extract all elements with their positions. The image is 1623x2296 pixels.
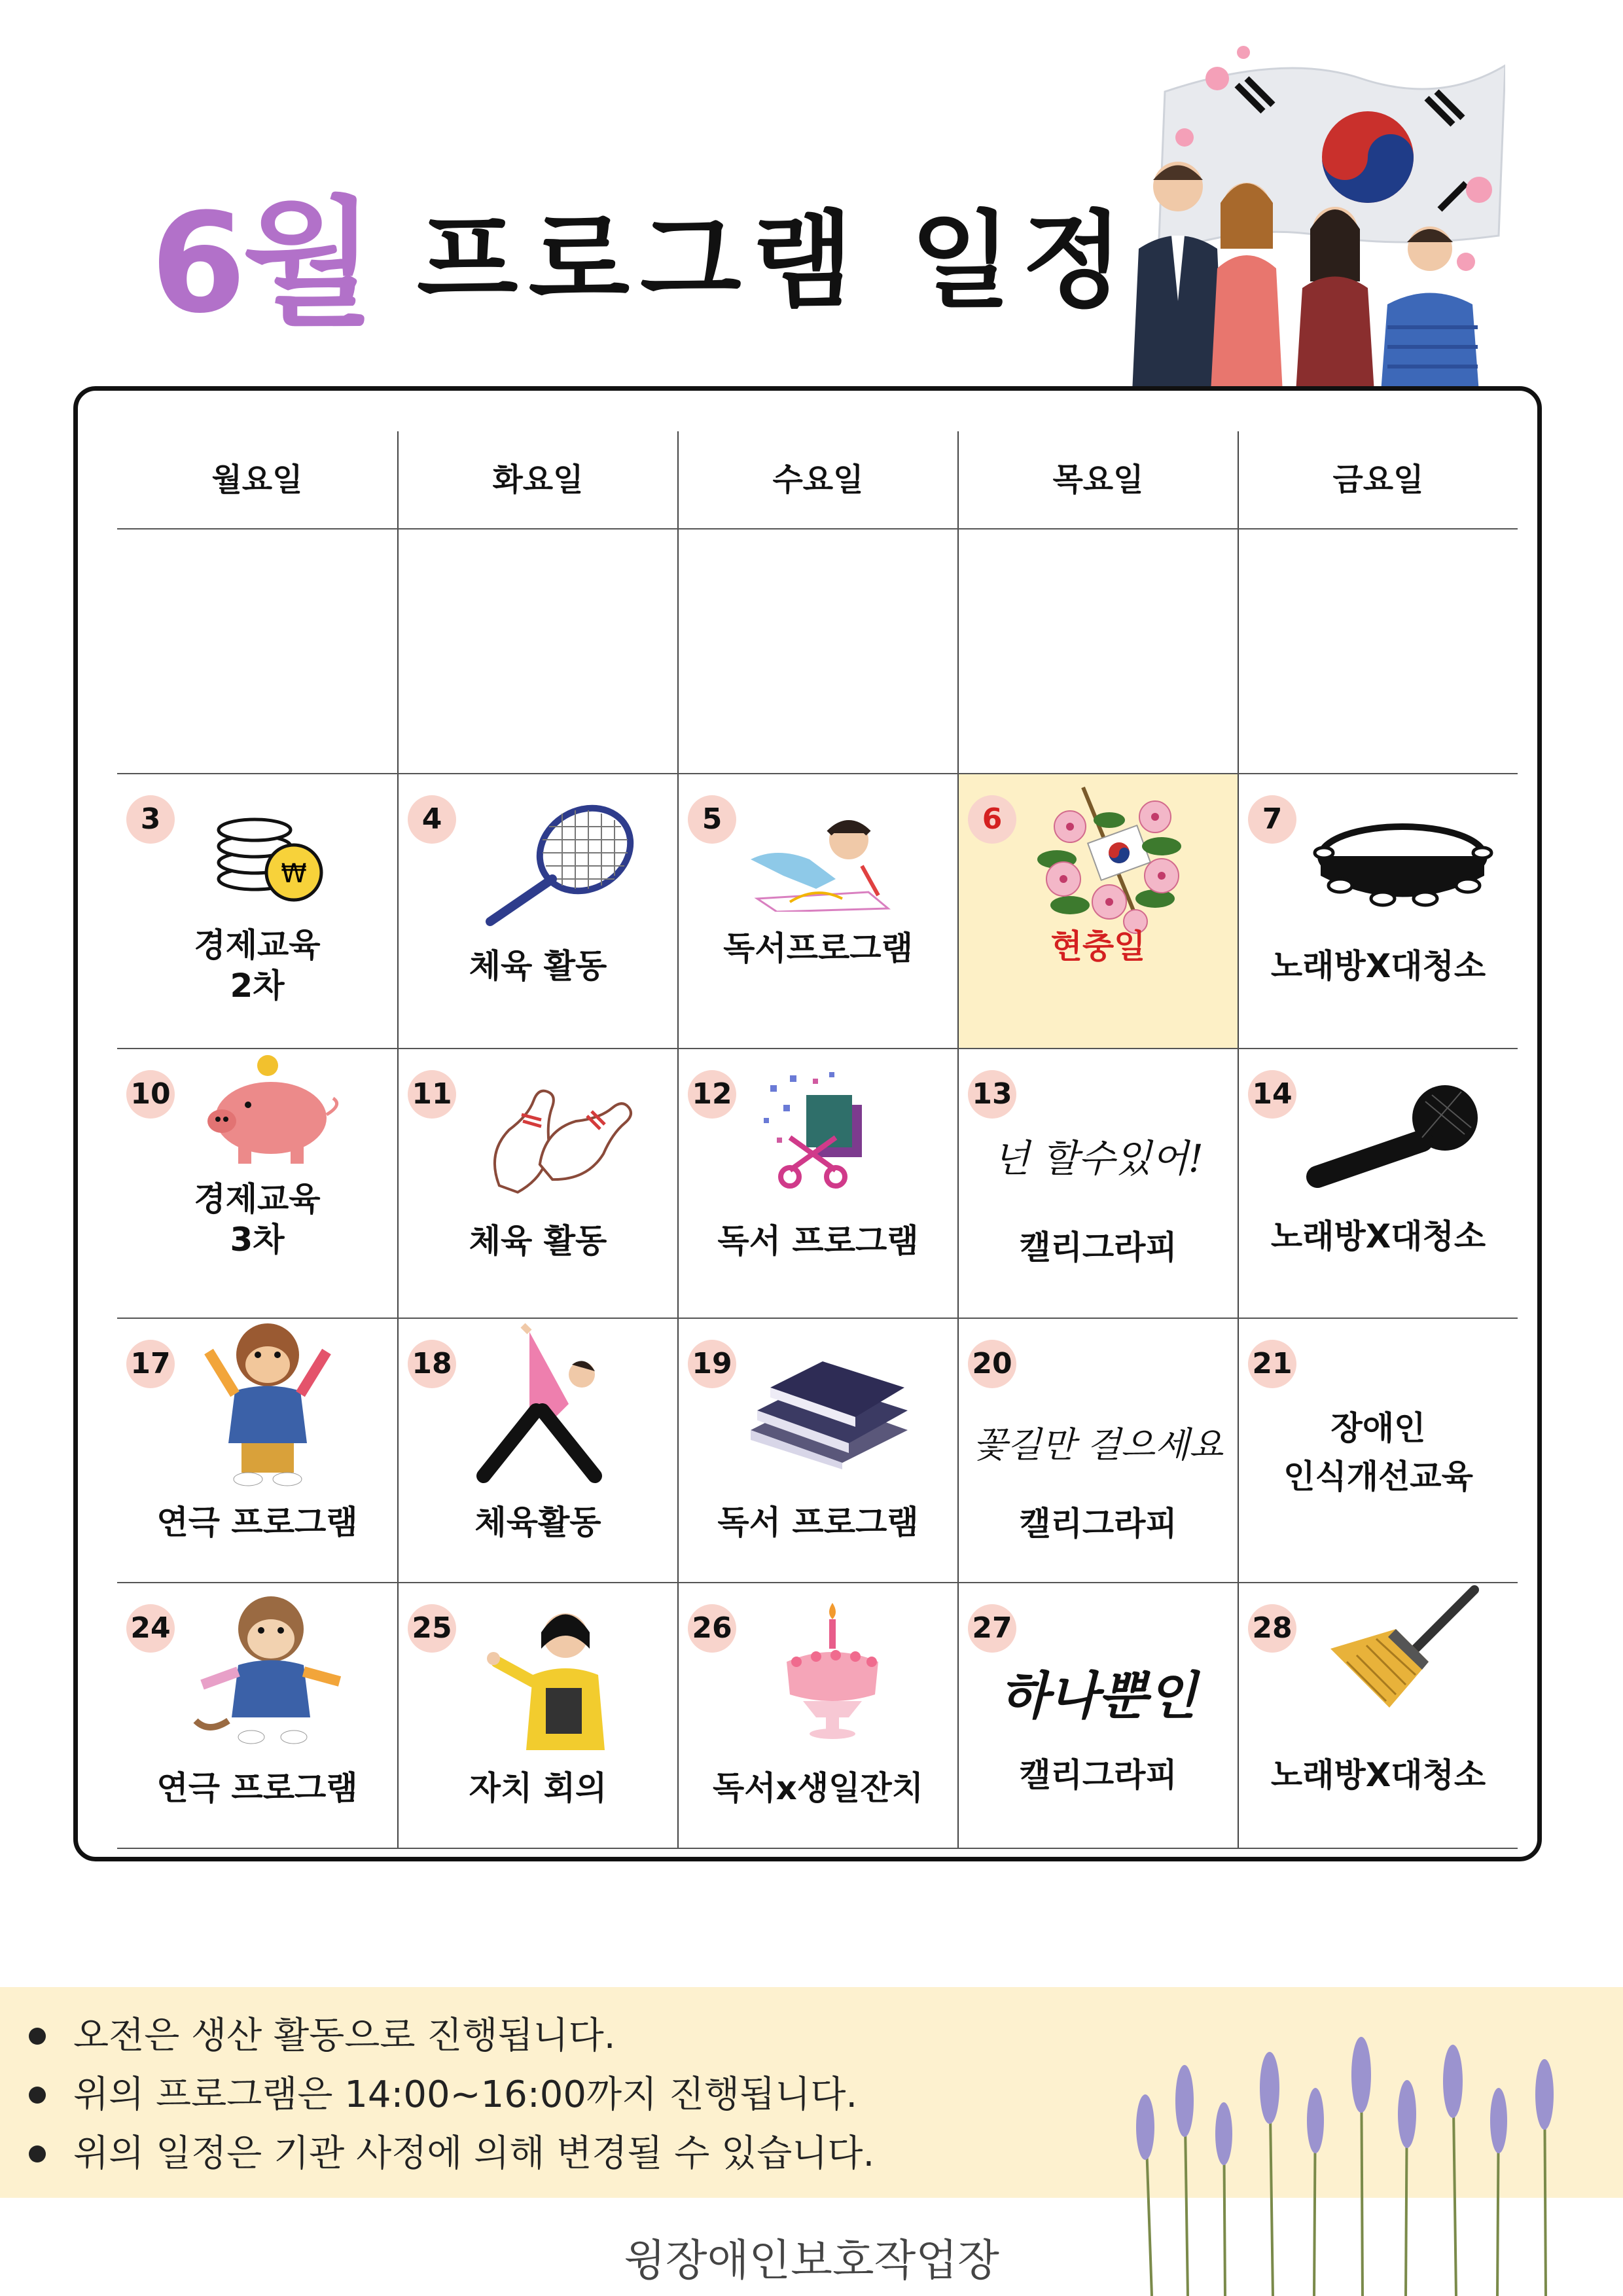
calendar-cell bbox=[117, 1319, 397, 1582]
weekday-friday: 금요일 bbox=[1238, 431, 1518, 528]
bullet-icon bbox=[29, 2028, 46, 2045]
calendar-cell bbox=[397, 1583, 677, 1848]
piggy-bank-icon bbox=[196, 1052, 346, 1170]
day-number: 19 bbox=[688, 1340, 736, 1388]
books-icon bbox=[744, 1358, 914, 1469]
note-item bbox=[29, 2007, 874, 2066]
birthday-cake-icon bbox=[777, 1596, 888, 1740]
calendar-cell bbox=[1238, 1319, 1518, 1582]
program-label: 연극 프로그램 bbox=[156, 1503, 358, 1541]
week-row bbox=[117, 774, 1518, 1049]
title-month: 6월 bbox=[151, 183, 371, 344]
day-number: 18 bbox=[408, 1340, 456, 1388]
calendar-cell bbox=[677, 1583, 957, 1848]
calendar-cell bbox=[957, 1583, 1238, 1848]
week-row bbox=[117, 1583, 1518, 1849]
weekday-tuesday: 화요일 bbox=[397, 431, 677, 528]
calendar-cell bbox=[957, 1049, 1238, 1318]
day-number: 4 bbox=[408, 795, 456, 844]
program-label: 노래방X대청소 bbox=[1270, 1217, 1486, 1255]
note-item bbox=[29, 2125, 874, 2183]
day-number: 12 bbox=[688, 1070, 736, 1119]
calendar-cell bbox=[957, 1319, 1238, 1582]
day-number: 17 bbox=[126, 1340, 175, 1388]
calendar-cell-empty bbox=[117, 529, 397, 773]
calendar-cell bbox=[677, 774, 957, 1048]
calendar-cell bbox=[1238, 1049, 1518, 1318]
day-number: 5 bbox=[688, 795, 736, 844]
calendar-cell bbox=[117, 1049, 397, 1318]
day-number: 24 bbox=[126, 1604, 175, 1653]
tennis-racket-icon bbox=[471, 800, 641, 931]
day-number: 3 bbox=[126, 795, 175, 844]
bowling-pins-icon bbox=[477, 1082, 634, 1200]
child-drawing-icon bbox=[738, 814, 908, 912]
bullet-icon bbox=[29, 2145, 46, 2162]
stretching-woman-icon bbox=[471, 1319, 615, 1489]
note-text: 오전은 생산 활동으로 진행됩니다. bbox=[73, 2015, 616, 2057]
program-label: 자치 회의 bbox=[469, 1769, 607, 1807]
calendar-cell bbox=[397, 774, 677, 1048]
weekday-wednesday: 수요일 bbox=[677, 431, 957, 528]
program-label: 독서 프로그램 bbox=[717, 1222, 919, 1260]
program-label: 경제교육 2차 bbox=[194, 926, 321, 1005]
page-title bbox=[151, 164, 1134, 344]
day-number: 20 bbox=[968, 1340, 1016, 1388]
program-label: 현충일 bbox=[1050, 927, 1146, 965]
program-label: 노래방X대청소 bbox=[1270, 1756, 1486, 1794]
program-label: 경제교육 3차 bbox=[194, 1180, 321, 1259]
program-label: 체육 활동 bbox=[469, 1222, 607, 1260]
day-number: 6 bbox=[968, 795, 1016, 844]
calendar-cell-empty bbox=[677, 529, 957, 773]
program-label: 체육활동 bbox=[474, 1503, 601, 1541]
calendar-cell bbox=[677, 1049, 957, 1318]
calendar-cell-empty bbox=[957, 529, 1238, 773]
note-item bbox=[29, 2066, 874, 2125]
microphone-icon bbox=[1304, 1082, 1488, 1193]
coins-icon bbox=[209, 807, 333, 912]
footer-organization: 윙장애인보호작업장 bbox=[624, 2235, 999, 2286]
flag-flowers-icon bbox=[1031, 781, 1188, 938]
day-number: 21 bbox=[1248, 1340, 1296, 1388]
program-label: 캘리그라피 bbox=[1019, 1229, 1177, 1266]
program-label: 독서 프로그램 bbox=[717, 1503, 919, 1541]
program-label: 캘리그라피 bbox=[1019, 1756, 1177, 1794]
note-text: 위의 일정은 기관 사정에 의해 변경될 수 있습니다. bbox=[73, 2132, 875, 2175]
korean-flag-people-illustration bbox=[1086, 39, 1505, 393]
program-label: 연극 프로그램 bbox=[156, 1769, 358, 1807]
day-number: 27 bbox=[968, 1604, 1016, 1653]
day-number: 11 bbox=[408, 1070, 456, 1119]
weekday-monday: 월요일 bbox=[211, 461, 303, 498]
program-label: 장애인 인식개선교육 bbox=[1283, 1409, 1473, 1496]
svg-text:₩: ₩ bbox=[281, 859, 307, 889]
week-row bbox=[117, 1049, 1518, 1319]
calendar-cell bbox=[397, 1319, 677, 1582]
program-label: 체육 활동 bbox=[469, 947, 607, 985]
calendar-cell-empty bbox=[1238, 529, 1518, 773]
calendar-cell bbox=[397, 1049, 677, 1318]
calendar bbox=[73, 386, 1542, 1861]
broom-icon bbox=[1317, 1583, 1488, 1714]
week-row bbox=[117, 529, 1518, 774]
day-number: 10 bbox=[126, 1070, 175, 1119]
day-number: 28 bbox=[1248, 1604, 1296, 1653]
calligraphy-icon: 꽃길만 걸으세요 bbox=[972, 1424, 1224, 1465]
note-text: 위의 프로그램은 14:00~16:00까지 진행됩니다. bbox=[73, 2073, 858, 2116]
day-number: 7 bbox=[1248, 795, 1296, 844]
bullet-icon bbox=[29, 2087, 46, 2104]
woman-clipboard-icon bbox=[471, 1596, 621, 1753]
calendar-cell bbox=[1238, 1583, 1518, 1848]
day-number: 25 bbox=[408, 1604, 456, 1653]
calligraphy-icon: 넌 할수있어! bbox=[993, 1136, 1204, 1181]
monkey-hanbok-icon bbox=[183, 1590, 353, 1760]
program-label: 독서x생일잔치 bbox=[712, 1769, 924, 1807]
day-number: 26 bbox=[688, 1604, 736, 1653]
program-label: 독서프로그램 bbox=[723, 929, 913, 967]
calendar-cell bbox=[117, 1583, 397, 1848]
calligraphy-icon: 하나뿐인 bbox=[999, 1666, 1197, 1726]
week-row bbox=[117, 1319, 1518, 1583]
calendar-cell-empty bbox=[397, 529, 677, 773]
day-number: 13 bbox=[968, 1070, 1016, 1119]
calendar-cell bbox=[677, 1319, 957, 1582]
monkey-hanbok-icon bbox=[183, 1319, 353, 1489]
weekday-thursday: 목요일 bbox=[957, 431, 1238, 528]
weekday-header bbox=[117, 431, 1518, 529]
program-label: 노래방X대청소 bbox=[1270, 947, 1486, 985]
calendar-cell-holiday bbox=[957, 774, 1238, 1048]
scissors-paper-icon bbox=[751, 1066, 882, 1196]
calendar-cell bbox=[1238, 774, 1518, 1048]
calendar-cell bbox=[117, 774, 397, 1048]
day-number: 14 bbox=[1248, 1070, 1296, 1119]
title-text: 프로그램 일정 bbox=[416, 200, 1134, 322]
program-label: 캘리그라피 bbox=[1019, 1505, 1177, 1543]
tambourine-icon bbox=[1311, 820, 1494, 918]
